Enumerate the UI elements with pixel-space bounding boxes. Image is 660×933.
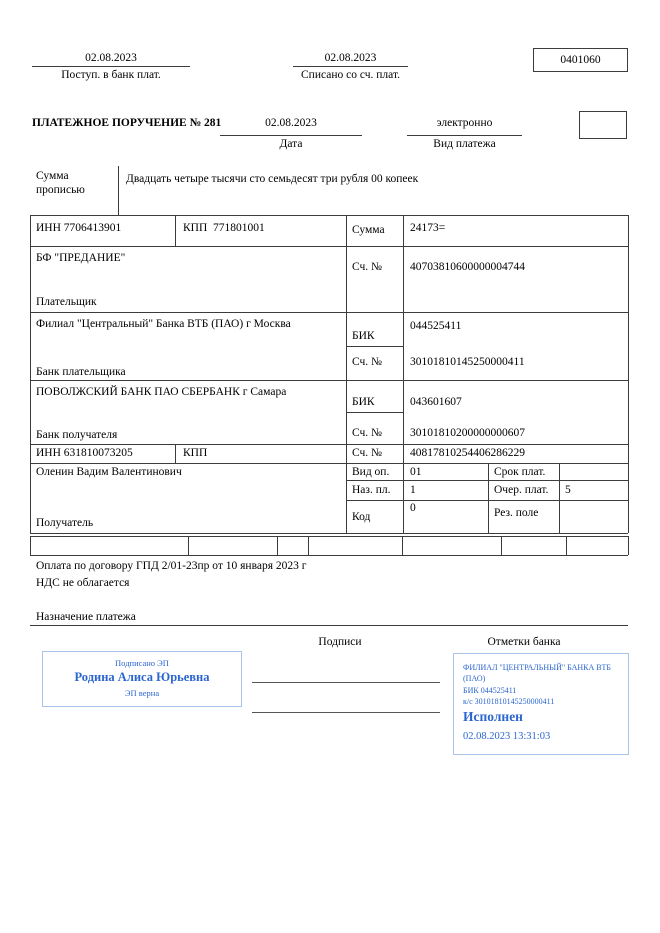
payee-account-label: Сч. № [352,447,383,459]
debited-date-label: Списано со сч. плат. [301,69,400,81]
form-code-box: 0401060 [533,48,628,72]
purpose-line-1: Оплата по договору ГПД 2/01-23пр от 10 января 2023 г [36,560,307,572]
payee-bank-bik-label: БИК [352,396,375,408]
table-line [30,533,628,534]
table-line [346,346,403,347]
bank-stamp-box [453,653,629,755]
payee-bank-account-label: Сч. № [352,427,383,439]
table-line [346,480,628,481]
purpose-code-value: 1 [410,484,416,496]
table-line [30,463,628,464]
table-line [30,312,628,313]
table-line [30,444,628,445]
table-line [488,463,489,533]
table-line [566,536,567,555]
table-line [308,536,309,555]
signature-line-1 [252,682,440,683]
table-line [30,380,628,381]
payee-bank-label: Банк получателя [36,429,118,441]
payee-bank-name: ПОВОЛЖСКИЙ БАНК ПАО СБЕРБАНК г Самара [36,386,287,398]
priority-value: 5 [565,484,571,496]
purpose-line-2: НДС не облагается [36,577,130,589]
signature-stamp-box [42,651,242,707]
payee-bank-account: 30101810200000000607 [410,427,525,439]
payer-bank-bik: 044525411 [410,320,462,332]
purpose-code-label: Наз. пл. [352,484,391,496]
payer-label: Плательщик [36,296,97,308]
priority-label: Очер. плат. [494,484,549,496]
debited-date: 02.08.2023 [324,52,377,64]
signatures-label: Подписи [318,636,362,648]
pay-term-label: Срок плат. [494,466,546,478]
payer-bank-bik-label: БИК [352,330,375,342]
debited-date-rule [293,66,408,67]
table-line [30,246,628,247]
purpose-label: Назначение платежа [36,611,136,623]
amount-words-text: Двадцать четыре тысячи сто семьдесят три рубля 00 копеек [126,173,419,185]
purpose-rule [30,625,628,626]
table-line [346,412,403,413]
amount-words-label-2: прописью [36,184,85,196]
payee-account: 40817810254406286229 [410,447,525,459]
code-label: Код [352,511,371,523]
amount-words-label-1: Сумма [36,170,69,182]
signature-line-2 [252,712,440,713]
payer-name: БФ "ПРЕДАНИЕ" [36,252,126,264]
bank-stamp-bank-name: ФИЛИАЛ "ЦЕНТРАЛЬНЫЙ" БАНКА ВТБ (ПАО) [463,663,611,683]
table-line [175,215,176,246]
bank-stamp-datetime: 02.08.2023 13:31:03 [463,731,551,742]
table-line [188,536,189,555]
table-line [559,463,560,533]
table-line [30,536,31,555]
priority-box [579,111,627,139]
table-line [30,555,628,556]
bank-stamp-status: Исполнен [463,709,523,724]
payer-bank-name: Филиал "Центральный" Банка ВТБ (ПАО) г Москва [36,318,291,330]
doc-date-label: Дата [279,138,303,150]
table-line [175,444,176,463]
table-line [628,536,629,555]
table-line [30,215,628,216]
signature-stamp-line3: ЭП верна [124,688,160,698]
received-date-label: Поступ. в банк плат. [61,69,161,81]
table-line [501,536,502,555]
op-kind-label: Вид оп. [352,466,390,478]
sum-label: Сумма [352,224,385,236]
table-line [277,536,278,555]
payer-account-label: Сч. № [352,261,383,273]
payer-inn: ИНН 7706413901 [36,222,122,234]
table-line [346,500,628,501]
signature-stamp-name: Родина Алиса Юрьевна [74,670,210,684]
payer-kpp: КПП 771801001 [183,222,265,234]
payment-kind: электронно [436,117,493,129]
payer-bank-account-label: Сч. № [352,356,383,368]
op-kind-value: 01 [410,466,422,478]
payee-bank-bik: 043601607 [410,396,462,408]
payee-kpp: КПП [183,447,208,459]
payee-inn: ИНН 631810073205 [36,447,133,459]
table-line [402,536,403,555]
document-title: ПЛАТЕЖНОЕ ПОРУЧЕНИЕ № 281 [32,117,222,129]
payer-bank-account: 30101810145250000411 [410,356,525,368]
payer-bank-label: Банк плательщика [36,366,126,378]
doc-date: 02.08.2023 [265,117,317,129]
sum-value: 24173= [410,222,446,234]
table-line [30,215,31,533]
bank-marks-label: Отметки банка [487,636,561,648]
payer-account: 40703810600000004744 [410,261,525,273]
table-line [403,215,404,533]
table-line [30,536,628,537]
table-line [346,215,347,533]
bank-stamp-corr-account: к/с 30101810145250000411 [463,697,555,706]
code-value: 0 [410,502,416,514]
bank-stamp-bik: БИК 044525411 [463,686,517,695]
payment-kind-label: Вид платежа [433,138,496,150]
amount-words-divider [118,166,119,215]
received-date: 02.08.2023 [85,52,137,64]
table-line [628,215,629,533]
signature-stamp-line1: Подписано ЭП [115,658,169,668]
payment-kind-rule [407,135,522,136]
received-date-rule [32,66,190,67]
reserve-label: Рез. поле [494,507,539,519]
doc-date-rule [220,135,362,136]
payee-label: Получатель [36,517,94,529]
payee-name: Оленин Вадим Валентинович [36,466,182,478]
